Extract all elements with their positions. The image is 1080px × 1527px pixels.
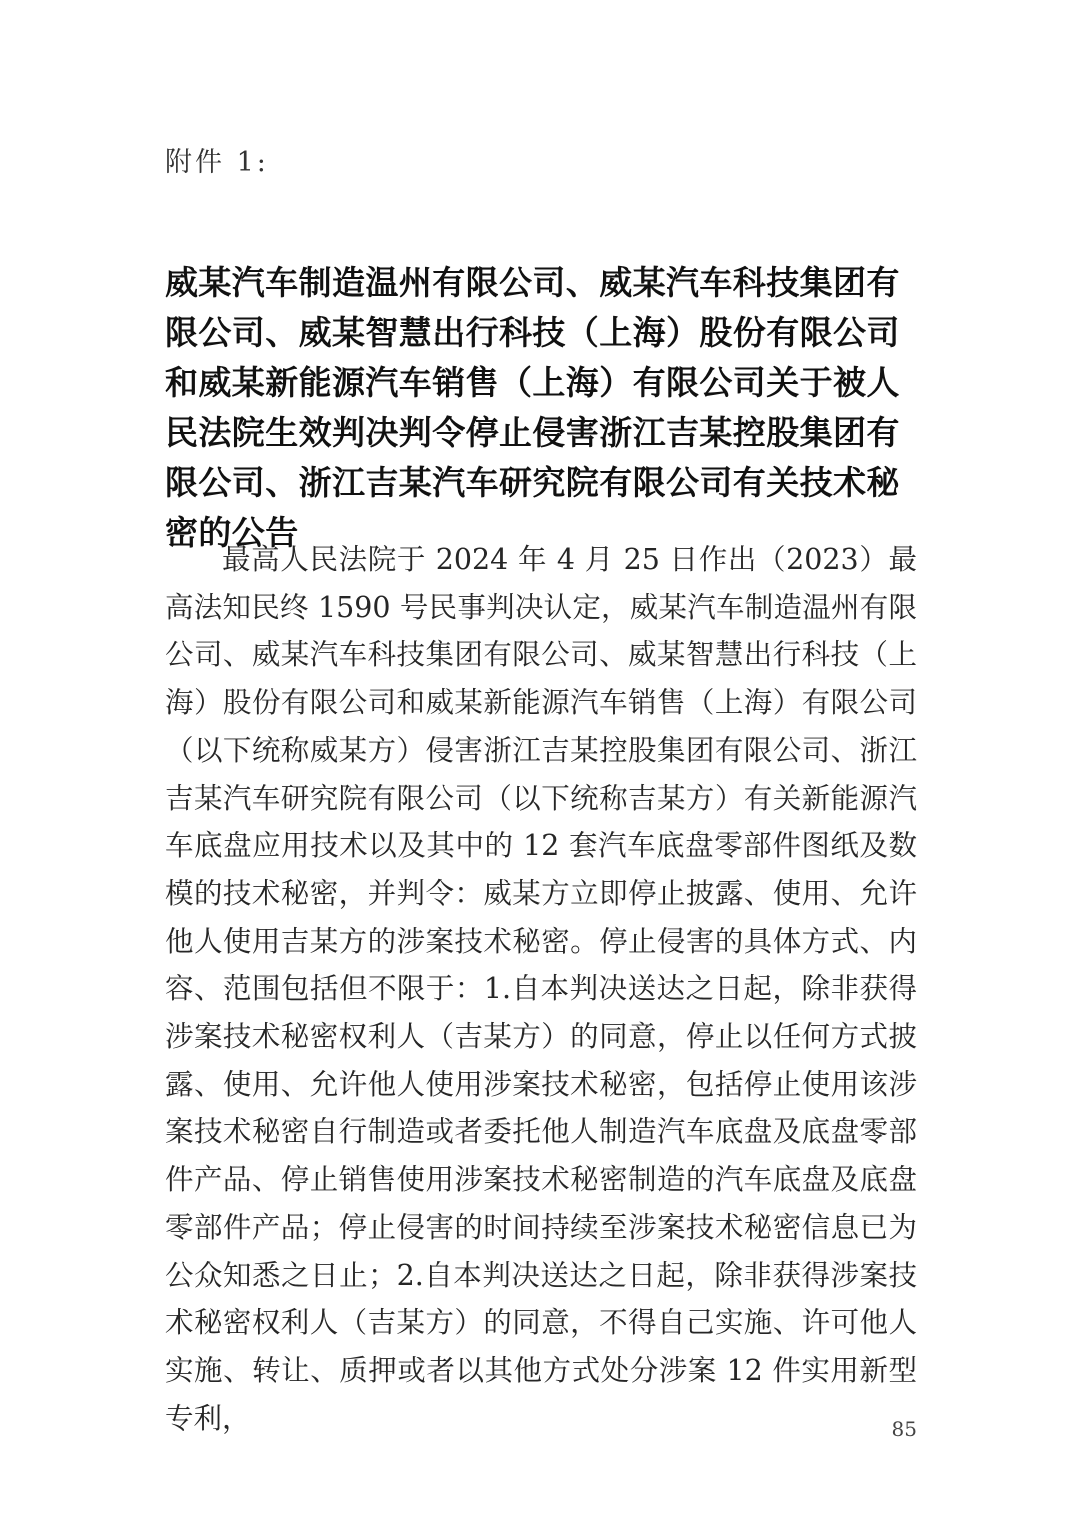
body-paragraph: 最高人民法院于 2024 年 4 月 25 日作出（2023）最高法知民终 1590 号民事判决认定，威某汽车制造温州有限公司、威某汽车科技集团有限公司、威某智慧出行科技（上海）股份有限公司和威某新能源汽车销售（上海）有限公司（以下统称威某方）侵害浙江吉某控股集团有限公司、浙江吉某汽车研究院有限公司（以下统称吉某方）有关新能源汽车底盘应用技术以及其中的 12 套汽车底盘零部件图纸及数模的技术秘密，并判令：威某方立即停止披露、使用、允许他人使用吉某方的涉案技术秘密。停止侵害的具体方式、内容、范围包括但不限于：1.自本判决送达之日起，除非获得涉案技术秘密权利人（吉某方）的同意，停止以任何方式披露、使用、允许他人使用涉案技术秘密，包括停止使用该涉案技术秘密自行制造或者委托他人制造汽车底盘及底盘零部件产品、停止销售使用涉案技术秘密制造的汽车底盘及底盘零部件产品；停止侵害的时间持续至涉案技术秘密信息已为公众知悉之日止；2.自本判决送达之日起，除非获得涉案技术秘密权利人（吉某方）的同意，不得自己实施、许可他人实施、转让、质押或者以其他方式处分涉案 12 件实用新型专利， <box>165 543 917 1435</box>
attachment-label: 附件 1: <box>165 147 269 178</box>
page-number: 85 <box>891 1417 917 1441</box>
document-title: 威某汽车制造温州有限公司、威某汽车科技集团有限公司、威某智慧出行科技（上海）股份有限公司和威某新能源汽车销售（上海）有限公司关于被人民法院生效判决判令停止侵害浙江吉某控股集团有限公司、浙江吉某汽车研究院有限公司有关技术秘密的公告 <box>165 263 900 552</box>
